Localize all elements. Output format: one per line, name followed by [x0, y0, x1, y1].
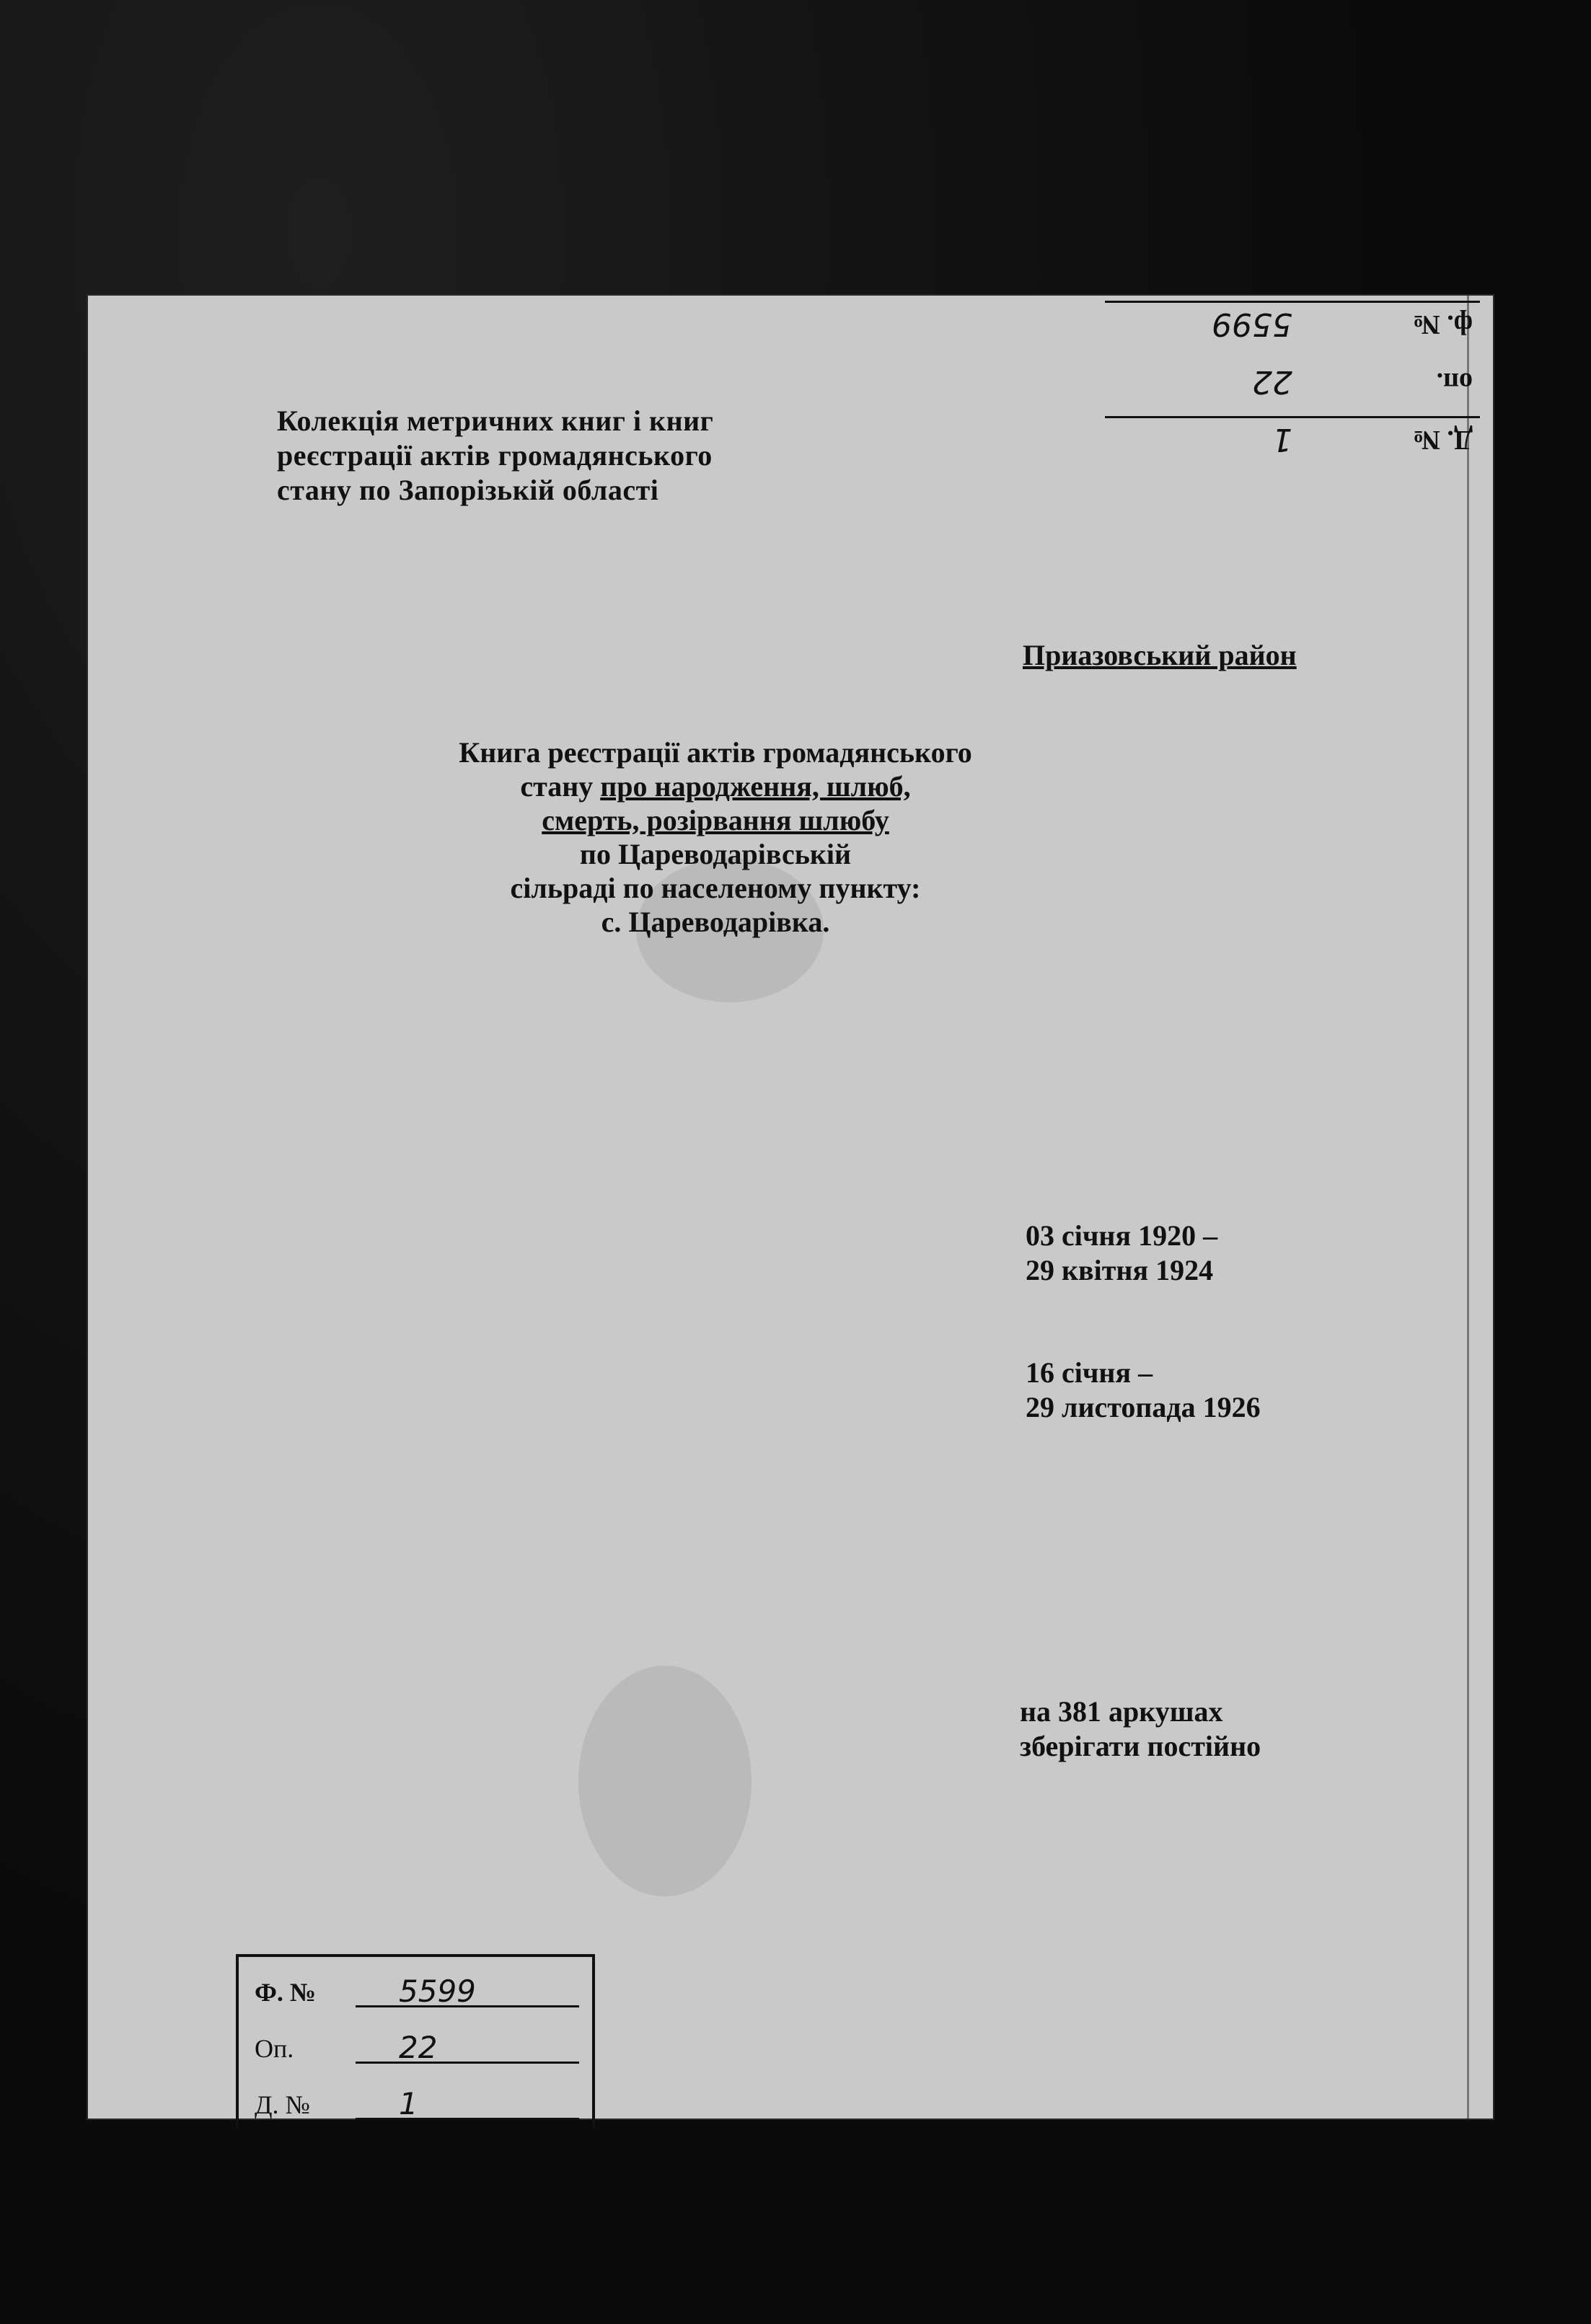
date-range-1-start: 03 січня 1920 –	[1026, 1219, 1218, 1252]
book-title	[434, 735, 997, 939]
stamp-bottom-opys-line	[356, 2062, 579, 2064]
date-range-2-end: 29 листопада 1926	[1026, 1391, 1261, 1423]
stamp-bottom-opys-value: 22	[399, 2030, 438, 2065]
stamp-fond-value: 5599	[1212, 306, 1292, 343]
stamp-bottom-fond-label: Ф. №	[255, 1978, 317, 2007]
page-edge-line	[1467, 296, 1469, 2118]
archive-stamp-top	[1076, 288, 1480, 476]
title-line-3: смерть, розірвання шлюбу	[542, 804, 889, 836]
stamp-sprava-value: 1	[1272, 421, 1292, 458]
title-line-2-plain: стану	[520, 770, 601, 803]
stamp-bottom-row-opys	[255, 2020, 579, 2068]
storage-term: зберігати постійно	[1020, 1730, 1261, 1762]
collection-line-1: Колекція метричних книг і книг	[277, 405, 714, 437]
title-line-2	[434, 769, 997, 803]
stamp-bottom-opys-label: Оп.	[255, 2034, 294, 2063]
title-line-6: с. Цареводарівка.	[601, 906, 830, 938]
sheet-count: на 381 аркушах	[1020, 1695, 1223, 1728]
stamp-bottom-fond-value: 5599	[399, 1974, 476, 2009]
stamp-bottom-sprava-line	[356, 2118, 579, 2120]
collection-header	[277, 404, 713, 508]
date-range-2-start: 16 січня –	[1026, 1356, 1153, 1389]
stamp-bottom-sprava-value: 1	[399, 2086, 418, 2121]
title-line-4: по Цареводарівській	[579, 838, 852, 870]
archive-stamp-bottom	[236, 1954, 595, 2129]
title-line-2-underlined: про народження, шлюб,	[600, 770, 911, 803]
district-heading: Приазовський район	[1023, 639, 1297, 671]
stamp-bottom-row-fond	[255, 1964, 579, 2012]
stamp-row-sprava	[1105, 416, 1480, 469]
paper-stain	[578, 1666, 752, 1896]
stamp-sprava-label: Д. №	[1412, 425, 1473, 455]
stamp-bottom-row-sprava	[255, 2077, 579, 2124]
stamp-opys-value: 22	[1252, 363, 1292, 400]
date-range-1-end: 29 квітня 1924	[1026, 1254, 1214, 1286]
collection-line-3: стану по Запорізькій області	[277, 474, 659, 506]
stamp-opys-label: оп.	[1436, 367, 1473, 397]
collection-line-2: реєстрації актів громадянського	[277, 439, 713, 472]
sheets-info	[1020, 1695, 1261, 1764]
date-range-1	[1026, 1219, 1217, 1288]
date-range-2	[1026, 1356, 1261, 1425]
stamp-fond-label: ф. №	[1412, 309, 1473, 340]
title-line-5: сільраді по населеному пункту:	[510, 872, 921, 904]
stamp-bottom-sprava-label: Д. №	[255, 2090, 310, 2119]
document-page	[88, 296, 1493, 2121]
stamp-row-opys	[1105, 361, 1480, 411]
title-line-1: Книга реєстрації актів громадянського	[459, 736, 972, 769]
stamp-row-fond	[1105, 301, 1480, 353]
